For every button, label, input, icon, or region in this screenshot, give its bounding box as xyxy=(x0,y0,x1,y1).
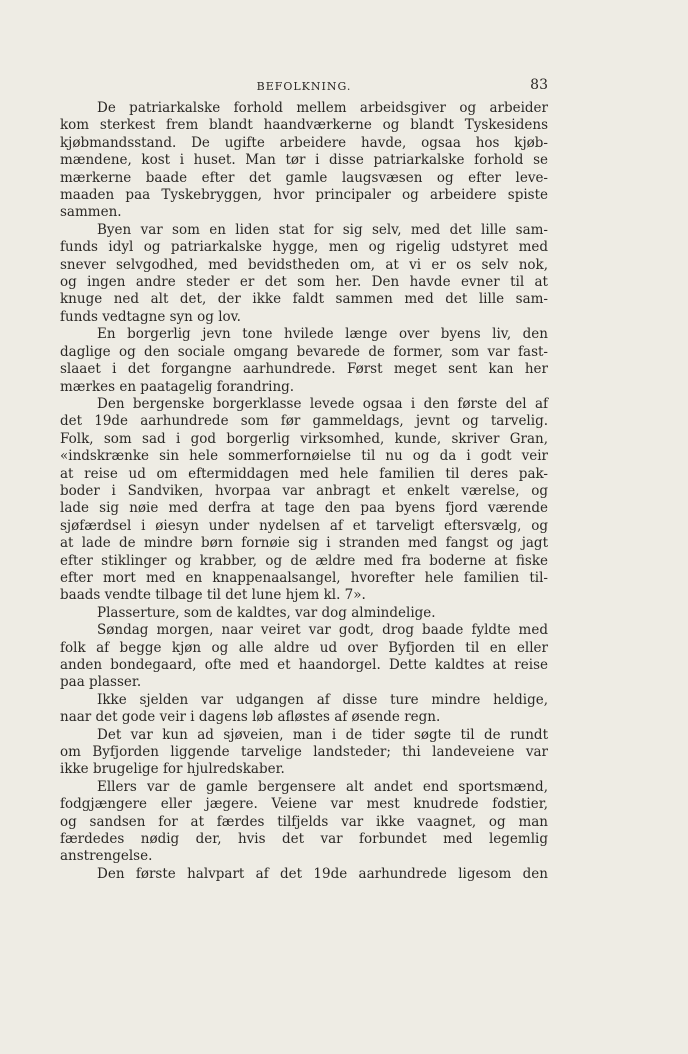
text-line: færdedes nødig der, hvis det var forbundet med legemlig xyxy=(60,831,548,848)
text-line: knuge ned alt det, der ikke faldt sammen med det lille sam- xyxy=(60,291,548,308)
text-line: efter stiklinger og krabber, og de ældre med fra boderne at fiske xyxy=(60,552,548,569)
text-line: «indskrænke sin hele sommerfornøielse til nu og da i godt veir xyxy=(60,448,548,465)
text-line: En borgerlig jevn tone hvilede længe over byens liv, den xyxy=(97,326,548,343)
text-line: fodgjængere eller jægere. Veiene var mest knudrede fodstier, xyxy=(60,796,548,813)
text-line: Folk, som sad i god borgerlig virksomhed, kunde, skriver Gran, xyxy=(60,430,548,447)
text-line: Søndag morgen, naar veiret var godt, drog baade fyldte med xyxy=(97,622,548,639)
text-line: boder i Sandviken, hvorpaa var anbragt et enkelt værelse, og xyxy=(60,482,548,499)
running-title: BEFOLKNING. xyxy=(256,80,352,93)
text-line: paa plasser. xyxy=(60,674,142,691)
text-line: Den første halvpart af det 19de aarhundrede ligesom den xyxy=(97,865,548,882)
text-line: daglige og den sociale omgang bevarede de former, som var fast- xyxy=(60,343,548,360)
text-line: at lade de mindre børn fornøie sig i stranden med fangst og jagt xyxy=(60,535,548,552)
text-line: anstrengelse. xyxy=(60,848,153,865)
page-number: 83 xyxy=(530,77,548,93)
text-line: lade sig nøie med derfra at tage den paa byens fjord værende xyxy=(60,500,548,517)
text-line: Ikke sjelden var udgangen af disse ture mindre heldige, xyxy=(97,691,548,708)
text-line: slaaet i det forgangne aarhundrede. Først meget sent kan her xyxy=(60,361,548,378)
text-line: og ingen andre steder er det som her. Den havde evner til at xyxy=(60,274,548,291)
text-line: kjøbmandsstand. De ugifte arbeidere havde, ogsaa hos kjøb- xyxy=(60,134,548,151)
text-line: Ellers var de gamle bergensere alt andet end sportsmænd, xyxy=(97,778,548,795)
text-line: anden bondegaard, ofte med et haandorgel. Dette kaldtes at reise xyxy=(60,657,548,673)
text-line: mærkerne baade efter det gamle laugsvæsen og efter leve- xyxy=(60,169,548,186)
text-line: funds vedtagne syn og lov. xyxy=(60,308,241,325)
text-line: funds idyl og patriarkalske hygge, men og rigelig udstyret med xyxy=(60,239,548,256)
text-line: ikke brugelige for hjulredskaber. xyxy=(60,761,285,778)
text-line: at reise ud om eftermiddagen med hele familien til deres pak- xyxy=(60,465,548,482)
body-text xyxy=(60,100,548,883)
text-line: mændene, kost i huset. Man tør i disse patriarkalske forhold se xyxy=(60,152,548,169)
text-line: mærkes en paatagelig forandring. xyxy=(60,378,295,395)
text-line: maaden paa Tyskebryggen, hvor principaler og arbeidere spiste xyxy=(60,187,548,204)
text-line: snever selvgodhed, med bevidstheden om, at vi er os selv nok, xyxy=(60,256,548,273)
text-line: Plasserture, som de kaldtes, var dog almindelige. xyxy=(97,604,436,621)
text-line: baads vendte tilbage til det lune hjem kl. 7». xyxy=(60,587,366,604)
text-line: folk af begge kjøn og alle aldre ud over Byfjorden til en eller xyxy=(60,639,548,656)
text-line: om Byfjorden liggende tarvelige landsteder; thi landeveiene var xyxy=(60,744,548,761)
text-line: sammen. xyxy=(60,204,122,221)
text-line: det 19de aarhundrede som før gammeldags, jevnt og tarvelig. xyxy=(60,413,548,430)
text-line: Det var kun ad sjøveien, man i de tider søgte til de rundt xyxy=(97,726,548,743)
text-line: kom sterkest frem blandt haandværkerne og blandt Tyskesidens xyxy=(60,117,548,134)
text-line: De patriarkalske forhold mellem arbeidsgiver og arbeider xyxy=(97,100,548,116)
text-line: Den bergenske borgerklasse levede ogsaa i den første del af xyxy=(97,395,548,412)
text-line: efter mort med en knappenaalsangel, hvorefter hele familien til- xyxy=(60,569,548,586)
text-line: sjøfærdsel i øiesyn under nydelsen af et tarveligt eftersvælg, og xyxy=(60,517,548,534)
text-line: og sandsen for at færdes tilfjelds var ikke vaagnet, og man xyxy=(60,813,548,830)
text-line: naar det gode veir i dagens løb afløstes af øsende regn. xyxy=(60,709,441,726)
text-line: Byen var som en liden stat for sig selv, med det lille sam- xyxy=(97,221,548,238)
page-header xyxy=(60,76,548,96)
